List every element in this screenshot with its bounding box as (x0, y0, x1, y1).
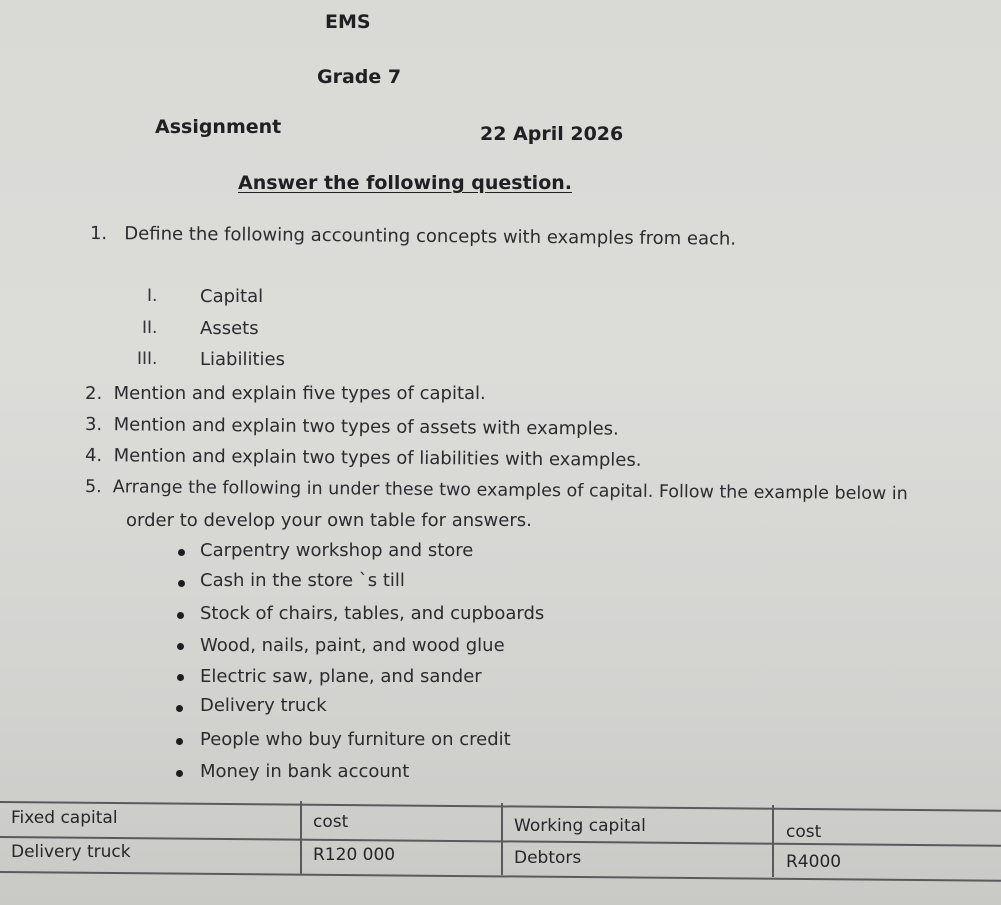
question-text: Define the following accounting concepts with examples from each. (124, 223, 737, 250)
concept-label-assets: Assets (200, 318, 259, 339)
table-cell: Debtors (514, 848, 582, 868)
list-item: Electric saw, plane, and sander (200, 666, 482, 687)
table-header-cost: cost (786, 822, 822, 842)
list-item: Carpentry workshop and store (200, 540, 474, 561)
question-number: 2. (85, 383, 103, 404)
list-item: People who buy furniture on credit (200, 729, 511, 750)
question-1 (90, 223, 736, 250)
list-item: Money in bank account (200, 761, 410, 782)
instruction-heading: Answer the following question. (238, 172, 572, 194)
question-text: Mention and explain five types of capital. (113, 383, 486, 404)
question-5-continued: order to develop your own table for answers. (126, 510, 532, 531)
grade-label: Grade 7 (317, 66, 402, 88)
bullet-icon (178, 549, 185, 556)
list-item: Cash in the store `s till (200, 570, 405, 591)
question-4 (85, 445, 642, 471)
bullet-icon (176, 770, 183, 777)
table-cell: R120 000 (313, 845, 396, 865)
bullet-icon (176, 738, 183, 745)
bullet-icon (177, 643, 184, 650)
question-number: 1. (89, 223, 108, 245)
table-header-working-capital: Working capital (514, 816, 646, 836)
concept-label-liabilities: Liabilities (200, 349, 285, 370)
table-cell: R4000 (786, 852, 842, 872)
list-item: Stock of chairs, tables, and cupboards (200, 603, 545, 624)
list-item: Delivery truck (200, 695, 327, 716)
table-cell: Delivery truck (11, 842, 131, 862)
table-column-divider (501, 803, 503, 875)
table-header-fixed-capital: Fixed capital (11, 808, 118, 828)
concept-label-capital: Capital (200, 286, 264, 307)
concept-numeral: II. (142, 318, 158, 338)
table-column-divider (300, 801, 302, 875)
list-item: Wood, nails, paint, and wood glue (200, 635, 505, 656)
bullet-icon (177, 612, 184, 619)
question-number: 5. (84, 477, 102, 498)
question-2 (85, 383, 486, 404)
question-text: Mention and explain two types of liabilities with examples. (113, 445, 642, 471)
table-column-divider (772, 805, 774, 877)
assignment-label: Assignment (155, 116, 282, 138)
concept-numeral: III. (137, 349, 158, 369)
table-header-cost: cost (313, 812, 349, 832)
question-number: 3. (84, 414, 103, 436)
subject-title: EMS (325, 11, 371, 33)
bullet-icon (177, 674, 184, 681)
concept-numeral: I. (147, 286, 158, 306)
question-3 (85, 414, 619, 440)
bullet-icon (178, 580, 185, 587)
question-number: 4. (84, 445, 103, 467)
bullet-icon (176, 705, 183, 712)
question-5 (85, 477, 908, 504)
question-text: Mention and explain two types of assets with examples. (113, 414, 619, 440)
assignment-date: 22 April 2026 (480, 123, 624, 145)
question-text: Arrange the following in under these two examples of capital. Follow the example below in (112, 477, 908, 505)
